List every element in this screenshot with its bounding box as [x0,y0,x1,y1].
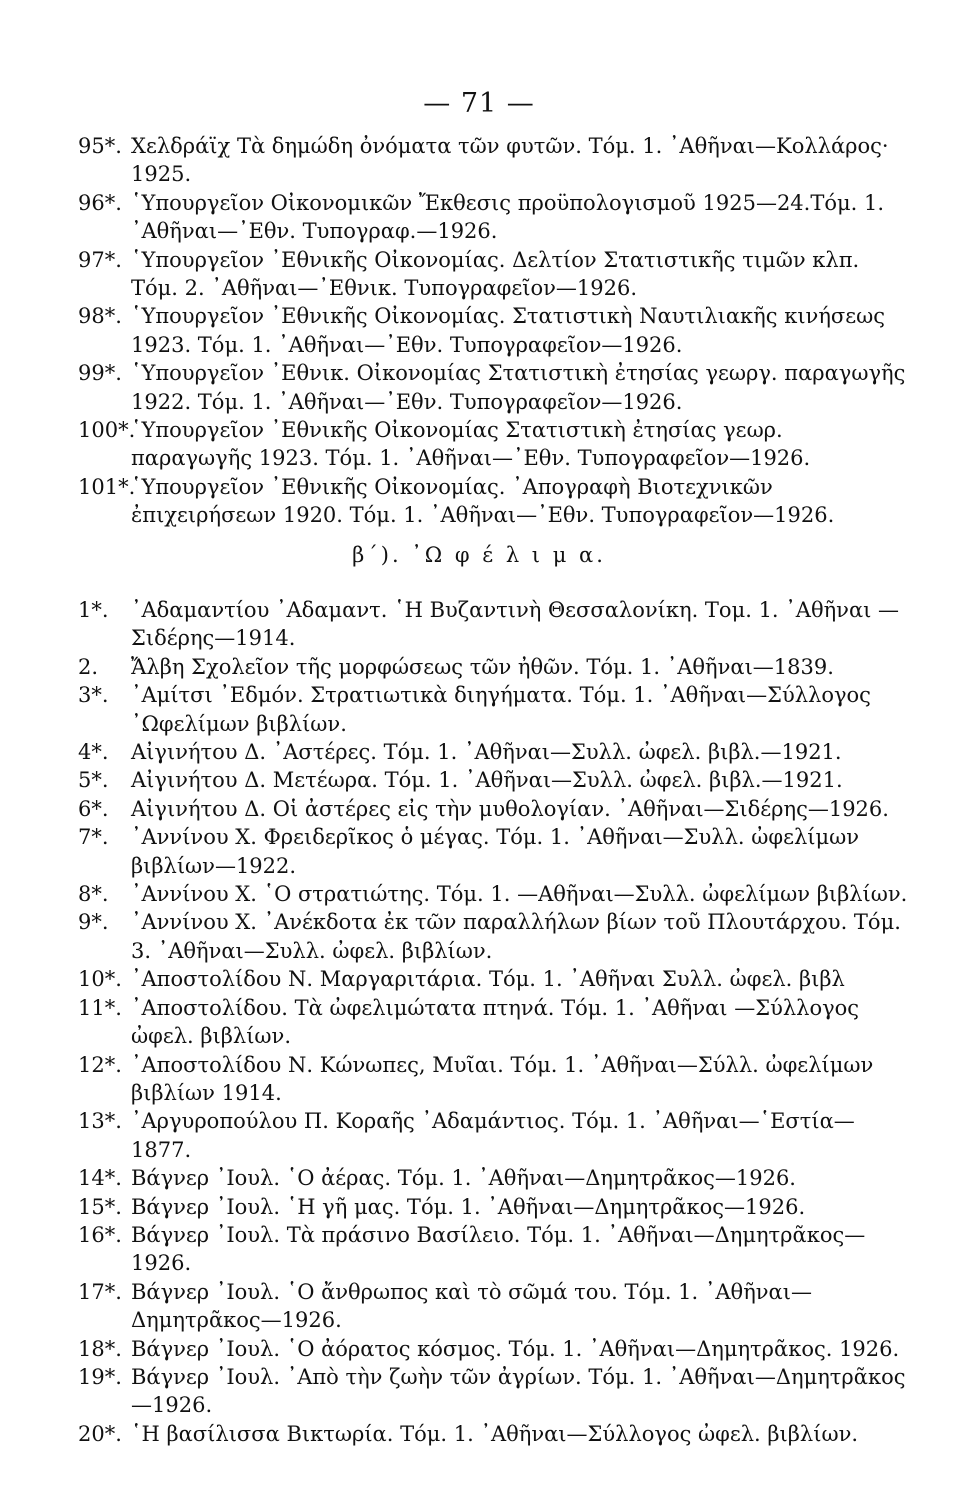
entry-number: 96*. [78,190,122,215]
entry-text: ᾽Αδαμαντίου ᾽Αδαμαντ. ῾Η Βυζαντινὴ Θεσσαλονίκη. Τομ. 1. ᾽Αθῆναι —Σιδέρης—1914. [131,598,900,651]
entry-text: Ἄλβη Σχολεῖον τῆς μορφώσεως τῶν ἠθῶν. Τόμ. 1. ᾽Αθῆναι—1839. [131,654,834,679]
entry-text: Αἰγινήτου Δ. Οἱ ἀστέρες εἰς τὴν μυθολογίαν. ᾽Αθῆναι—Σιδέρης—1926. [131,796,889,821]
bibliography-list-section-b [78,596,908,1448]
entry-text: Βάγνερ ᾽Ιουλ. ᾽Απὸ τὴν ζωὴν τῶν ἀγρίων. Τόμ. 1. ᾽Αθῆναι—Δημητρᾶκος—1926. [131,1364,906,1418]
entry-number: 98*. [78,304,122,329]
entry-text: ᾽Αποστολίδου Ν. Κώνωπες, Μυῖαι. Τόμ. 1. ᾽Αθῆναι—Σύλλ. ὠφελίμων βιβλίων 1914. [131,1052,874,1105]
entry-text: Βάγνερ ᾽Ιουλ. ῾Ο ἀόρατος κόσμος. Τόμ. 1. ᾽Αθῆναι—Δημητρᾶκος. 1926. [131,1336,900,1361]
entry-text: ᾽Αννίνου Χ. ᾽Ανέκδοτα ἐκ τῶν παραλλήλων βίων τοῦ Πλουτάρχου. Τόμ. 3. ᾽Αθῆναι—Συλλ. ὠφελ. βιβλίων. [131,910,901,963]
bibliography-entry [78,1051,908,1108]
entry-text: Χελδράϊχ Τὰ δημώδη ὀνόματα τῶν φυτῶν. Τόμ. 1. ᾽Αθῆναι—Κολλάρος· 1925. [131,134,889,187]
entry-number: 7*. [78,825,109,850]
entry-text: ῾Η βασίλισσα Βικτωρία. Τόμ. 1. ᾽Αθῆναι—Σύλλογος ὠφελ. βιβλίων. [131,1421,859,1446]
entry-text: ῾Υπουργεῖον ᾽Εθνικῆς Οἰκονομίας Στατιστικὴ ἐτησίας γεωρ. παραγωγῆς 1923. Τόμ. 1. ᾽Αθῆναι—᾽Εθν. Τυπογραφεῖον—1926. [131,418,811,471]
bibliography-entry [78,302,908,359]
entry-number: 16*. [78,1222,122,1247]
bibliography-entry [78,965,908,993]
entry-text: Βάγνερ ᾽Ιουλ. Τὰ πράσινο Βασίλειο. Τόμ. 1. ᾽Αθῆναι—Δημητρᾶκος—1926. [131,1222,866,1276]
bibliography-entry [78,681,908,738]
entry-number: 2. [78,654,99,679]
entry-text: ῾Υπουργεῖον ᾽Εθνικῆς Οἰκονομίας. ᾽Απογραφὴ Βιοτεχνικῶν ἐπιχειρήσεων 1920. Τόμ. 1. ᾽Αθῆναι—᾽Εθν. Τυπογραφεῖον—1926. [131,474,835,528]
entry-number: 101*. [78,474,136,499]
bibliography-entry [78,416,908,473]
entry-number: 8*. [78,882,109,907]
section-heading-ofelima: β΄). ᾽Ω φ έ λ ι μ α. [352,543,606,567]
entry-text: ᾽Αργυροπούλου Π. Κοραῆς ᾽Αδαμάντιος. Τόμ. 1. ᾽Αθῆναι—῾Εστία—1877. [131,1109,855,1162]
entry-text: Αἰγινήτου Δ. Μετέωρα. Τόμ. 1. ᾽Αθῆναι—Συλλ. ὠφελ. βιβλ.—1921. [131,768,843,793]
entry-number: 97*. [78,247,122,272]
bibliography-entry [78,473,908,530]
entry-number: 1*. [78,598,109,622]
entry-text: ᾽Αποστολίδου Ν. Μαργαριτάρια. Τόμ. 1. ᾽Αθῆναι Συλλ. ὠφελ. βιβλ [131,967,845,992]
entry-text: ῾Υπουργεῖον Οἰκονομικῶν Ἔκθεσις προϋπολογισμοῦ 1925—24.Τόμ. 1. ᾽Αθῆναι—᾽Εθν. Τυπογραφ.—1926. [131,190,885,244]
entry-number: 12*. [78,1052,122,1077]
bibliography-entry [78,795,908,823]
entry-number: 6*. [78,796,109,821]
bibliography-entry [78,823,908,880]
entry-number: 5*. [78,768,109,793]
entry-text: ῾Υπουργεῖον ᾽Εθνικ. Οἰκονομίας Στατιστικὴ ἐτησίας γεωργ. παραγωγῆς 1922. Τόμ. 1. ᾽Αθῆναι—᾽Εθν. Τυπογραφεῖον—1926. [131,361,906,414]
entry-number: 99*. [78,361,122,386]
entry-number: 100*. [78,418,136,443]
bibliography-entry [78,908,908,965]
bibliography-entry [78,359,908,416]
entry-text: ᾽Αποστολίδου. Τὰ ὠφελιμώτατα πτηνά. Τόμ. 1. ᾽Αθῆναι —Σύλλογος ὠφελ. βιβλίων. [131,995,860,1049]
entry-number: 18*. [78,1336,122,1361]
bibliography-entry [78,738,908,766]
entry-text: ᾽Αμίτσι ᾽Εδμόν. Στρατιωτικὰ διηγήματα. Τόμ. 1. ᾽Αθῆναι—Σύλλογος ᾽Ωφελίμων βιβλίων. [131,683,871,736]
entry-text: ᾽Αννίνου Χ. Φρειδερῖκος ὁ μέγας. Τόμ. 1. ᾽Αθῆναι—Συλλ. ὠφελίμων βιβλίων—1922. [131,825,860,878]
bibliography-entry [78,246,908,303]
bibliography-entry [78,766,908,794]
bibliography-entry [78,1278,908,1335]
entry-number: 11*. [78,995,122,1020]
page-number: — 71 — [423,88,535,119]
bibliography-entry [78,1335,908,1363]
entry-text: Αἰγινήτου Δ. ᾽Αστέρες. Τόμ. 1. ᾽Αθῆναι—Συλλ. ὠφελ. βιβλ.—1921. [131,740,842,765]
entry-text: ᾽Αννίνου Χ. ῾Ο στρατιώτης. Τόμ. 1. —Αθῆναι—Συλλ. ὠφελίμων βιβλίων. [131,882,908,907]
entry-number: 95*. [78,134,122,158]
entry-text: Βάγνερ ᾽Ιουλ. ῾Ο ἀέρας. Τόμ. 1. ᾽Αθῆναι—Δημητρᾶκος—1926. [131,1166,796,1191]
entry-number: 17*. [78,1279,122,1304]
entry-number: 15*. [78,1194,122,1219]
bibliography-entry [78,596,908,653]
bibliography-entry [78,653,908,681]
bibliography-entry [78,1420,908,1448]
bibliography-entry [78,132,908,189]
entry-text: ῾Υπουργεῖον ᾽Εθνικῆς Οἰκονομίας. Δελτίον Στατιστικῆς τιμῶν κλπ. Τόμ. 2. ᾽Αθῆναι—᾽Εθνικ. Τυπογραφεῖον—1926. [131,247,860,301]
bibliography-entry [78,994,908,1051]
entry-number: 3*. [78,683,109,708]
entry-number: 14*. [78,1166,122,1191]
bibliography-entry [78,189,908,246]
entry-text: Βάγνερ ᾽Ιουλ. ῾Η γῆ μας. Τόμ. 1. ᾽Αθῆναι—Δημητρᾶκος—1926. [131,1194,806,1219]
bibliography-entry [78,1193,908,1221]
bibliography-entry [78,1221,908,1278]
entry-number: 19*. [78,1364,122,1389]
bibliography-entry [78,1363,908,1420]
bibliography-entry [78,1107,908,1164]
entry-text: ῾Υπουργεῖον ᾽Εθνικῆς Οἰκονομίας. Στατιστικὴ Ναυτιλιακῆς κινήσεως 1923. Τόμ. 1. ᾽Αθῆναι—᾽Εθν. Τυπογραφεῖον—1926. [131,304,886,357]
entry-number: 20*. [78,1421,122,1446]
entry-number: 9*. [78,910,109,935]
entry-text: Βάγνερ ᾽Ιουλ. ῾Ο ἄνθρωπος καὶ τὸ σῶμά του. Τόμ. 1. ᾽Αθῆναι—Δημητρᾶκος—1926. [131,1279,812,1333]
bibliography-entry [78,1164,908,1192]
entry-number: 10*. [78,967,122,992]
entry-number: 13*. [78,1109,122,1134]
bibliography-entry [78,880,908,908]
entry-number: 4*. [78,740,109,765]
bibliography-list-section-a [78,132,908,530]
